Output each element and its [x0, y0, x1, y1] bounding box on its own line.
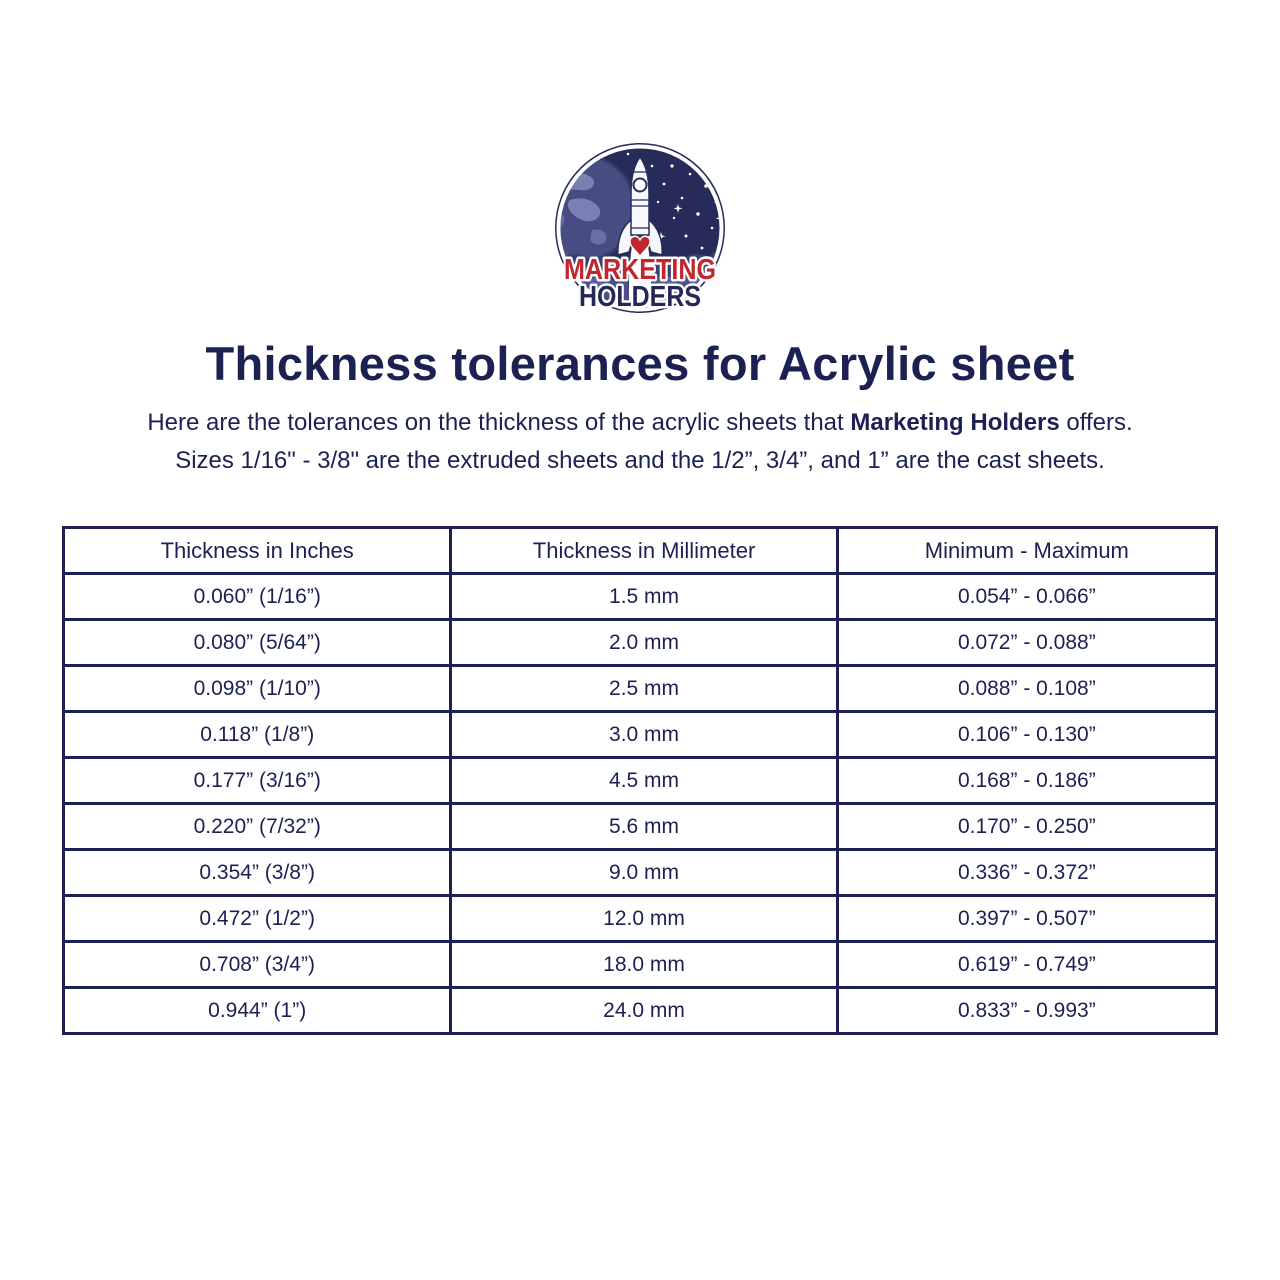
table-cell: 0.472” (1/2”) [64, 896, 451, 942]
table-cell: 0.619” - 0.749” [837, 942, 1216, 988]
table-cell: 0.054” - 0.066” [837, 574, 1216, 620]
table-cell: 4.5 mm [451, 758, 837, 804]
tolerance-table [62, 526, 1218, 1035]
table-cell: 0.080” (5/64”) [64, 620, 451, 666]
table-cell: 24.0 mm [451, 988, 837, 1034]
table-body [64, 574, 1217, 1034]
table-cell: 12.0 mm [451, 896, 837, 942]
table-cell: 0.220” (7/32”) [64, 804, 451, 850]
header-thickness-millimeter: Thickness in Millimeter [451, 528, 837, 574]
intro-text [147, 404, 1132, 480]
table-cell: 3.0 mm [451, 712, 837, 758]
logo-text-holders: HOLDERS [579, 281, 701, 313]
table-cell: 0.088” - 0.108” [837, 666, 1216, 712]
table-row [64, 712, 1217, 758]
table-cell: 5.6 mm [451, 804, 837, 850]
intro-line1-brand: Marketing Holders [850, 409, 1060, 436]
table-cell: 2.0 mm [451, 620, 837, 666]
table-cell: 2.5 mm [451, 666, 837, 712]
table-cell: 0.944” (1”) [64, 988, 451, 1034]
intro-line2: Sizes 1/16" - 3/8" are the extruded sheets and the 1/2”, 3/4”, and 1” are the cast sheets. [175, 447, 1105, 474]
brand-logo [540, 142, 740, 314]
table-row [64, 620, 1217, 666]
table-cell: 9.0 mm [451, 850, 837, 896]
marketing-holders-logo-icon [540, 142, 740, 314]
table-cell: 0.177” (3/16”) [64, 758, 451, 804]
header-thickness-inches: Thickness in Inches [64, 528, 451, 574]
table-cell: 0.106” - 0.130” [837, 712, 1216, 758]
table-row [64, 942, 1217, 988]
table-cell: 0.168” - 0.186” [837, 758, 1216, 804]
table-cell: 0.072” - 0.088” [837, 620, 1216, 666]
table-row [64, 758, 1217, 804]
table-cell: 0.118” (1/8”) [64, 712, 451, 758]
intro-line1-suffix: offers. [1059, 409, 1133, 436]
table-row [64, 574, 1217, 620]
table-cell: 0.060” (1/16”) [64, 574, 451, 620]
table-row [64, 988, 1217, 1034]
page-title: Thickness tolerances for Acrylic sheet [205, 337, 1075, 390]
table-row [64, 896, 1217, 942]
table-cell: 18.0 mm [451, 942, 837, 988]
table-row [64, 850, 1217, 896]
logo-text-marketing: MARKETING [564, 254, 716, 286]
table-cell: 0.708” (3/4”) [64, 942, 451, 988]
table-cell: 0.098” (1/10”) [64, 666, 451, 712]
table-cell: 0.354” (3/8”) [64, 850, 451, 896]
table-cell: 1.5 mm [451, 574, 837, 620]
table-header-row [64, 528, 1217, 574]
intro-line1-prefix: Here are the tolerances on the thickness of the acrylic sheets that [147, 409, 851, 436]
table-row [64, 666, 1217, 712]
table-cell: 0.833” - 0.993” [837, 988, 1216, 1034]
table-cell: 0.170” - 0.250” [837, 804, 1216, 850]
table-row [64, 804, 1217, 850]
header-minimum-maximum: Minimum - Maximum [837, 528, 1216, 574]
table-cell: 0.336” - 0.372” [837, 850, 1216, 896]
table-cell: 0.397” - 0.507” [837, 896, 1216, 942]
